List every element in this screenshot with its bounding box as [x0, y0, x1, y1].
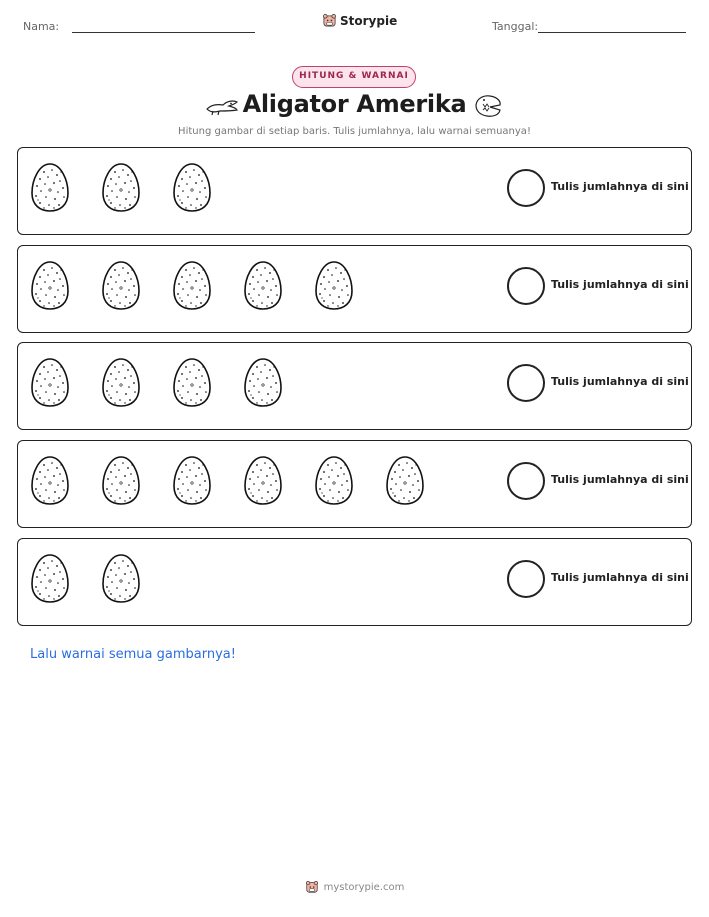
- instructions: Hitung gambar di setiap baris. Tulis jumlahnya, lalu warnai semuanya!: [178, 126, 531, 137]
- egg-icon[interactable]: [101, 553, 141, 604]
- egg-icon[interactable]: [30, 162, 70, 213]
- date-label: Tanggal:: [492, 20, 539, 33]
- name-field-line[interactable]: [72, 32, 255, 33]
- answer-circle[interactable]: [507, 267, 545, 305]
- site-footer: [0, 880, 709, 894]
- mascot-icon: [322, 13, 337, 28]
- answer-label: Tulis jumlahnya di sini: [551, 180, 689, 193]
- answer-circle[interactable]: [507, 560, 545, 598]
- egg-icon[interactable]: [101, 357, 141, 408]
- egg-icon[interactable]: [101, 260, 141, 311]
- egg-icon[interactable]: [314, 260, 354, 311]
- site-url: mystorypie.com: [323, 881, 405, 893]
- egg-icon[interactable]: [172, 455, 212, 506]
- egg-icon[interactable]: [243, 455, 283, 506]
- egg-icon[interactable]: [243, 357, 283, 408]
- answer-label: Tulis jumlahnya di sini: [551, 571, 689, 584]
- answer-label: Tulis jumlahnya di sini: [551, 278, 689, 291]
- answer-label: Tulis jumlahnya di sini: [551, 473, 689, 486]
- egg-icon[interactable]: [30, 357, 70, 408]
- mascot-icon: [305, 880, 319, 894]
- activity-badge: HITUNG & WARNAI: [292, 66, 416, 88]
- brand-name: Storypie: [340, 13, 398, 28]
- count-row: [17, 342, 692, 430]
- egg-icon[interactable]: [30, 455, 70, 506]
- answer-circle[interactable]: [507, 364, 545, 402]
- egg-icon[interactable]: [101, 162, 141, 213]
- count-row: [17, 440, 692, 528]
- name-label: Nama:: [23, 20, 60, 33]
- brand-logo: [322, 13, 397, 28]
- count-row: [17, 245, 692, 333]
- egg-icon[interactable]: [385, 455, 425, 506]
- answer-circle[interactable]: [507, 169, 545, 207]
- egg-icon[interactable]: [172, 260, 212, 311]
- worksheet-title: Aligator Amerika: [242, 90, 467, 118]
- egg-icon[interactable]: [30, 553, 70, 604]
- egg-icon[interactable]: [243, 260, 283, 311]
- egg-icon[interactable]: [101, 455, 141, 506]
- egg-icon[interactable]: [172, 162, 212, 213]
- egg-icon[interactable]: [314, 455, 354, 506]
- date-field-line[interactable]: [538, 32, 686, 33]
- answer-circle[interactable]: [507, 462, 545, 500]
- egg-icon[interactable]: [30, 260, 70, 311]
- count-row: [17, 538, 692, 626]
- egg-icon[interactable]: [172, 357, 212, 408]
- count-row: [17, 147, 692, 235]
- answer-label: Tulis jumlahnya di sini: [551, 375, 689, 388]
- coloring-instruction: Lalu warnai semua gambarnya!: [30, 647, 236, 662]
